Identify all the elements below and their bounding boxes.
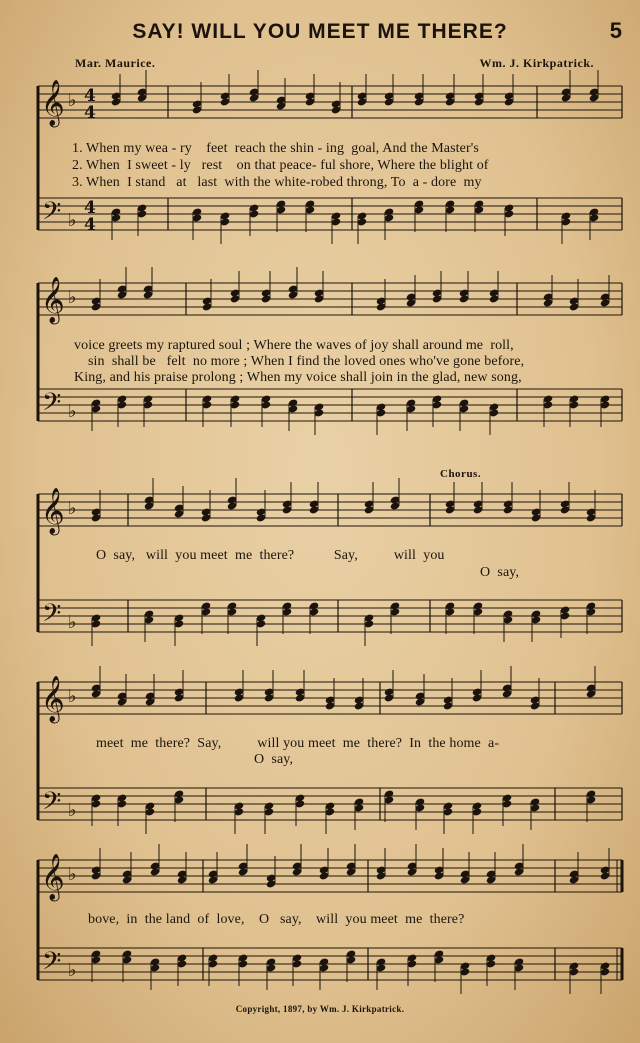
verse-2-line-1: 2. When I sweet - ly rest on that peace- ful shore, Where the blight of <box>72 158 489 173</box>
time-signature: 4 <box>84 198 96 218</box>
bass-clef: 𝄢 <box>42 388 62 423</box>
treble-clef: 𝄞 <box>41 488 65 534</box>
hymn-title: SAY! WILL YOU MEET ME THERE? <box>132 20 508 43</box>
flat-sign: ♭ <box>68 960 77 981</box>
chorus-bass-lyric-2: O say, <box>254 752 294 767</box>
treble-clef: 𝄞 <box>41 80 65 126</box>
page-number: 5 <box>609 18 622 43</box>
verse-2-line-2: sin shall be felt no more ; When I find the loved ones who've gone before, <box>88 354 525 369</box>
chorus-label: Chorus. <box>440 468 482 480</box>
treble-clef: 𝄞 <box>41 277 65 323</box>
flat-sign: ♭ <box>68 210 77 231</box>
chorus-lyric-2: meet me there? Say, will you meet me there? In the home a- <box>96 736 500 751</box>
copyright-notice: Copyright, 1897, by Wm. J. Kirkpatrick. <box>235 1004 405 1014</box>
treble-clef: 𝄞 <box>41 676 65 722</box>
time-signature: 4 <box>84 103 96 123</box>
flat-sign: ♭ <box>68 800 77 821</box>
treble-clef: 𝄞 <box>41 854 65 900</box>
verse-3-line-1: 3. When I stand at last with the white-robed throng, To a - dore my <box>72 175 482 190</box>
composer-credit: Wm. J. Kirkpatrick. <box>479 56 594 70</box>
flat-sign: ♭ <box>68 401 77 422</box>
time-signature: 4 <box>84 86 96 106</box>
bass-clef: 𝄢 <box>42 599 62 634</box>
verse-1-line-2: voice greets my raptured soul ; Where the waves of joy shall around me roll, <box>74 338 514 353</box>
verse-3-line-2: King, and his praise prolong ; When my voice shall join in the glad, new song, <box>74 370 522 385</box>
chorus-bass-lyric-1: O say, <box>480 565 520 580</box>
chorus-lyric-3: bove, in the land of love, O say, will you meet me there? <box>88 912 465 927</box>
bass-clef: 𝄢 <box>42 197 62 232</box>
flat-sign: ♭ <box>68 612 77 633</box>
flat-sign: ♭ <box>68 498 77 519</box>
bass-clef: 𝄢 <box>42 787 62 822</box>
flat-sign: ♭ <box>68 90 77 111</box>
chorus-lyric-1: O say, will you meet me there? Say, will you <box>96 548 445 563</box>
flat-sign: ♭ <box>68 287 77 308</box>
lyricist-credit: Mar. Maurice. <box>75 56 156 70</box>
verse-1-line-1: 1. When my wea - ry feet reach the shin - ing goal, And the Master's <box>72 141 479 156</box>
time-signature: 4 <box>84 215 96 235</box>
bass-clef: 𝄢 <box>42 947 62 982</box>
flat-sign: ♭ <box>68 686 77 707</box>
flat-sign: ♭ <box>68 864 77 885</box>
